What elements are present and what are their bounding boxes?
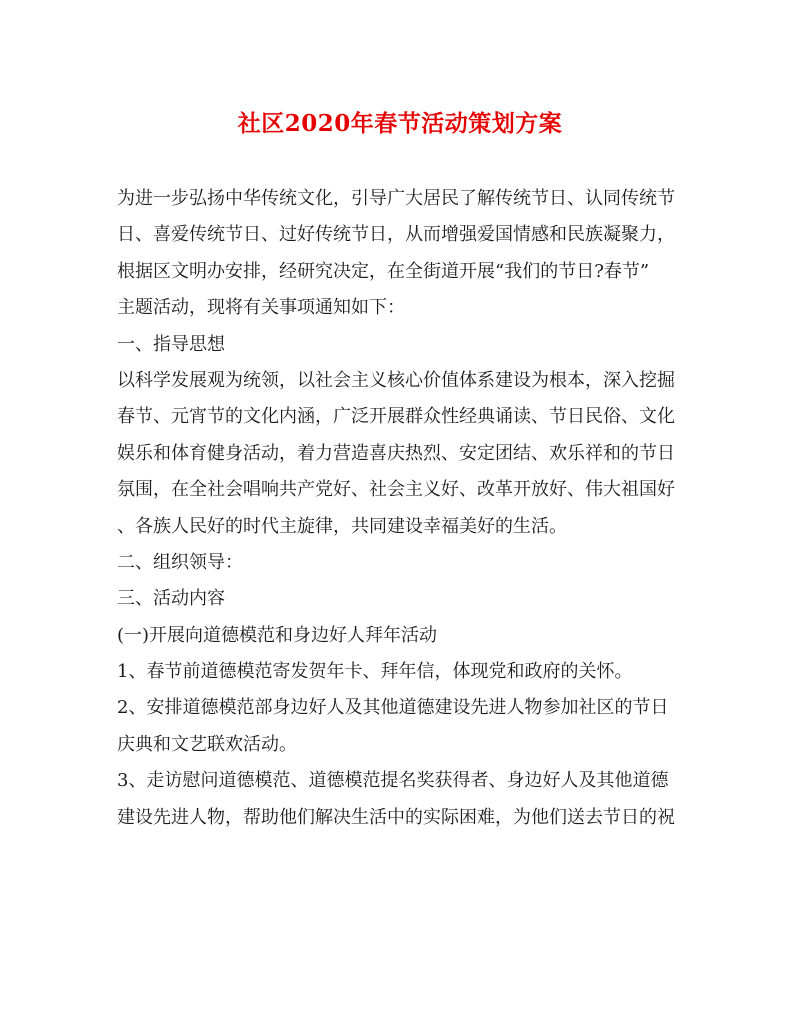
subsection-heading: (一)开展向道德模范和身边好人拜年活动 [117, 624, 438, 646]
paragraph-line: 以科学发展观为统领，以社会主义核心价值体系建设为根本，深入挖掘 [117, 369, 675, 391]
document-body [117, 181, 697, 836]
section-heading: 三、活动内容 [117, 588, 225, 610]
document-title: 社区2020年春节活动策划方案 [237, 110, 563, 137]
paragraph-line: 为进一步弘扬中华传统文化，引导广大居民了解传统节日、认同传统节 [117, 188, 675, 209]
section-heading: 二、组织领导： [117, 551, 243, 573]
list-item: 1、春节前道德模范寄发贺年卡、拜年信，体现党和政府的关怀。 [117, 661, 633, 683]
section-heading: 一、指导思想 [117, 333, 225, 355]
paragraph-line: 建设先进人物，帮助他们解决生活中的实际困难，为他们送去节日的祝 [117, 806, 675, 828]
paragraph-line: 庆典和文艺联欢活动。 [117, 733, 297, 755]
list-item: 3、走访慰问道德模范、道德模范提名奖获得者、身边好人及其他道德 [117, 770, 669, 792]
paragraph-line: 主题活动，现将有关事项通知如下： [117, 297, 405, 319]
list-item: 2、安排道德模范部身边好人及其他道德建设先进人物参加社区的节日 [117, 697, 669, 719]
paragraph-line: 氛围，在全社会唱响共产党好、社会主义好、改革开放好、伟大祖国好 [117, 479, 675, 501]
paragraph-line: 娱乐和体育健身活动，着力营造喜庆热烈、安定团结、欢乐祥和的节日 [117, 442, 675, 464]
paragraph-line: 日、喜爱传统节日、过好传统节日，从而增强爱国情感和民族凝聚力， [117, 224, 675, 246]
paragraph-line: 根据区文明办安排，经研究决定，在全街道开展“我们的节日?春节” [117, 260, 650, 282]
paragraph-line: 春节、元宵节的文化内涵，广泛开展群众性经典诵读、节日民俗、文化 [117, 406, 675, 428]
paragraph-line: 、各族人民好的时代主旋律，共同建设幸福美好的生活。 [117, 515, 567, 537]
